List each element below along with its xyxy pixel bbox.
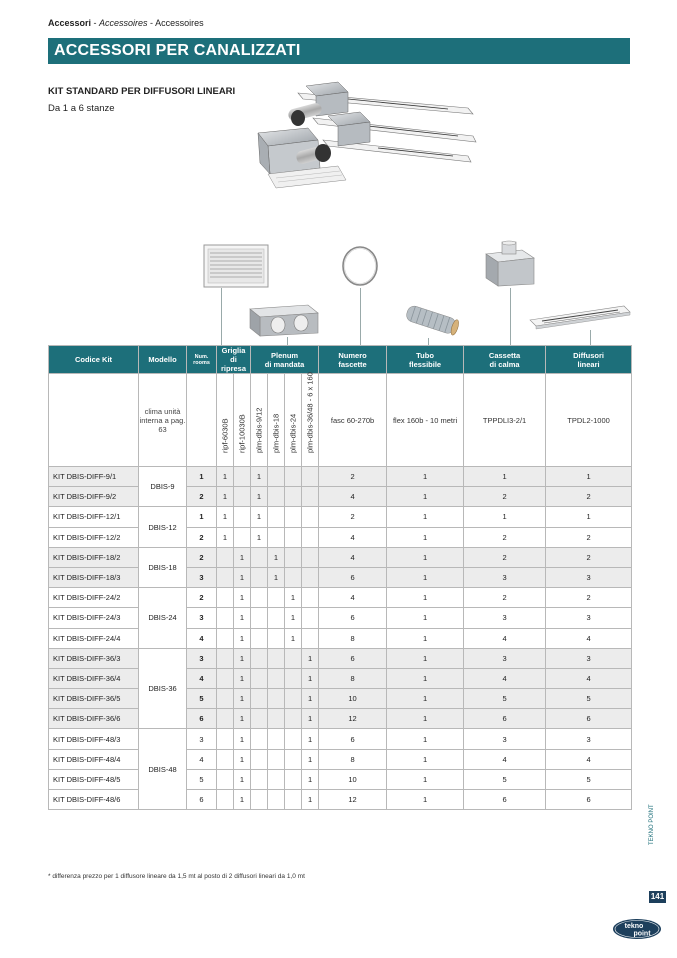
rp1-cell bbox=[217, 729, 234, 749]
header-codice: Codice Kit bbox=[49, 346, 139, 374]
cass-cell: 5 bbox=[464, 689, 546, 709]
table-row bbox=[49, 769, 632, 789]
rp2-cell: 1 bbox=[234, 608, 251, 628]
pl3-cell: 1 bbox=[285, 608, 302, 628]
table-row bbox=[49, 507, 632, 527]
model-cell: DBIS-48 bbox=[139, 729, 187, 810]
table-row bbox=[49, 648, 632, 668]
kit-code-cell: KIT DBIS-DIFF-24/2 bbox=[49, 588, 139, 608]
pl4-cell: 1 bbox=[302, 668, 319, 688]
rooms-cell: 3 bbox=[187, 608, 217, 628]
breadcrumb bbox=[48, 18, 204, 28]
tubo-cell: 1 bbox=[387, 487, 464, 507]
header-diffusori-line1: Diffusori bbox=[573, 350, 604, 360]
rp2-cell bbox=[234, 467, 251, 487]
rp2-cell bbox=[234, 507, 251, 527]
pl2-cell bbox=[268, 487, 285, 507]
rooms-cell: 4 bbox=[187, 668, 217, 688]
pl1-cell bbox=[251, 709, 268, 729]
tubo-cell: 1 bbox=[387, 467, 464, 487]
pl2-cell bbox=[268, 729, 285, 749]
pl2-cell bbox=[268, 668, 285, 688]
header-griglia-line1: Griglia bbox=[221, 346, 246, 355]
kit-code-cell: KIT DBIS-DIFF-36/5 bbox=[49, 689, 139, 709]
pl1-cell bbox=[251, 668, 268, 688]
model-cell: DBIS-36 bbox=[139, 648, 187, 729]
pl4-cell: 1 bbox=[302, 769, 319, 789]
pl3-cell bbox=[285, 487, 302, 507]
rp1-cell bbox=[217, 749, 234, 769]
rp2-cell: 1 bbox=[234, 769, 251, 789]
rp2-cell: 1 bbox=[234, 567, 251, 587]
fasc-cell: 6 bbox=[319, 648, 387, 668]
pl1-cell bbox=[251, 729, 268, 749]
pl1-cell: 1 bbox=[251, 487, 268, 507]
rooms-cell: 3 bbox=[187, 648, 217, 668]
model-cell: DBIS-18 bbox=[139, 547, 187, 587]
pl3-cell bbox=[285, 769, 302, 789]
diff-cell: 3 bbox=[546, 608, 632, 628]
leader-line-duct bbox=[428, 338, 429, 345]
cass-cell: 3 bbox=[464, 608, 546, 628]
pl3-cell bbox=[285, 527, 302, 547]
rp1-cell bbox=[217, 608, 234, 628]
return-grille-icon bbox=[203, 244, 269, 288]
fasc-cell: 12 bbox=[319, 790, 387, 810]
rp1-cell: 1 bbox=[217, 507, 234, 527]
diff-cell: 6 bbox=[546, 790, 632, 810]
kit-code-cell: KIT DBIS-DIFF-48/3 bbox=[49, 729, 139, 749]
fasc-cell: 4 bbox=[319, 588, 387, 608]
diff-cell: 1 bbox=[546, 467, 632, 487]
table-row bbox=[49, 790, 632, 810]
diff-cell: 2 bbox=[546, 487, 632, 507]
subheader-cass: TPPDLI3-2/1 bbox=[464, 374, 546, 467]
subheader-pl3: plm-dbis-24 bbox=[288, 413, 298, 453]
tubo-cell: 1 bbox=[387, 790, 464, 810]
table-row bbox=[49, 668, 632, 688]
pl3-cell: 1 bbox=[285, 628, 302, 648]
table-row bbox=[49, 608, 632, 628]
fasc-cell: 12 bbox=[319, 709, 387, 729]
diff-cell: 4 bbox=[546, 749, 632, 769]
rp2-cell: 1 bbox=[234, 628, 251, 648]
plenum-box-icon bbox=[482, 240, 538, 288]
tubo-cell: 1 bbox=[387, 689, 464, 709]
pl3-cell bbox=[285, 689, 302, 709]
fasc-cell: 8 bbox=[319, 749, 387, 769]
rp1-cell bbox=[217, 588, 234, 608]
cass-cell: 2 bbox=[464, 547, 546, 567]
rooms-cell: 3 bbox=[187, 567, 217, 587]
cass-cell: 4 bbox=[464, 749, 546, 769]
rooms-cell: 4 bbox=[187, 628, 217, 648]
rooms-cell: 2 bbox=[187, 527, 217, 547]
header-diffusori bbox=[546, 346, 632, 374]
kit-table bbox=[48, 345, 632, 810]
table-row bbox=[49, 689, 632, 709]
subheader-flex: flex 160b - 10 metri bbox=[387, 374, 464, 467]
fasc-cell: 4 bbox=[319, 527, 387, 547]
cass-cell: 1 bbox=[464, 507, 546, 527]
pl3-cell bbox=[285, 547, 302, 567]
leader-line-grille bbox=[221, 288, 222, 345]
rooms-cell: 2 bbox=[187, 588, 217, 608]
pl4-cell bbox=[302, 628, 319, 648]
kit-code-cell: KIT DBIS-DIFF-9/1 bbox=[49, 467, 139, 487]
kit-code-cell: KIT DBIS-DIFF-24/3 bbox=[49, 608, 139, 628]
rp1-cell bbox=[217, 668, 234, 688]
kit-assembly-illustration bbox=[228, 78, 478, 203]
subheader-pl1: plm-dbis-9/12 bbox=[254, 407, 264, 453]
pl2-cell bbox=[268, 628, 285, 648]
pl3-cell bbox=[285, 668, 302, 688]
tubo-cell: 1 bbox=[387, 588, 464, 608]
rooms-cell: 1 bbox=[187, 467, 217, 487]
subheader-pl4-cell bbox=[302, 374, 319, 467]
fasc-cell: 6 bbox=[319, 608, 387, 628]
pl2-cell: 1 bbox=[268, 547, 285, 567]
pl1-cell bbox=[251, 628, 268, 648]
table-row bbox=[49, 749, 632, 769]
leader-line-diffuser bbox=[590, 330, 591, 345]
tubo-cell: 1 bbox=[387, 628, 464, 648]
breadcrumb-part-3: Accessoires bbox=[155, 18, 204, 28]
pl4-cell: 1 bbox=[302, 729, 319, 749]
subheader-pl1-cell bbox=[251, 374, 268, 467]
tubo-cell: 1 bbox=[387, 668, 464, 688]
rp1-cell bbox=[217, 567, 234, 587]
pl4-cell bbox=[302, 608, 319, 628]
pl3-cell bbox=[285, 648, 302, 668]
page-title: ACCESSORI PER CANALIZZATI bbox=[48, 38, 630, 64]
header-modello: Modello bbox=[139, 346, 187, 374]
header-numero-line2: fascette bbox=[338, 359, 367, 369]
side-brand-text: TEKNO POINT bbox=[649, 804, 655, 845]
flexible-duct-icon bbox=[402, 302, 462, 338]
pl3-cell bbox=[285, 567, 302, 587]
rp1-cell bbox=[217, 648, 234, 668]
rp2-cell bbox=[234, 527, 251, 547]
pl4-cell: 1 bbox=[302, 709, 319, 729]
table-row bbox=[49, 567, 632, 587]
cass-cell: 6 bbox=[464, 709, 546, 729]
footnote: * differenza prezzo per 1 diffusore lineare da 1,5 mt al posto di 2 diffusori lineari da 1,0 mt bbox=[48, 873, 305, 880]
pl2-cell bbox=[268, 749, 285, 769]
subheader-fasc: fasc 60-270b bbox=[319, 374, 387, 467]
rp1-cell bbox=[217, 790, 234, 810]
tubo-cell: 1 bbox=[387, 567, 464, 587]
fasc-cell: 10 bbox=[319, 689, 387, 709]
cass-cell: 1 bbox=[464, 467, 546, 487]
diff-cell: 5 bbox=[546, 689, 632, 709]
rooms-cell: 2 bbox=[187, 487, 217, 507]
cass-cell: 4 bbox=[464, 668, 546, 688]
rp1-cell bbox=[217, 628, 234, 648]
rooms-cell: 2 bbox=[187, 547, 217, 567]
fasc-cell: 6 bbox=[319, 567, 387, 587]
tubo-cell: 1 bbox=[387, 527, 464, 547]
diff-cell: 4 bbox=[546, 668, 632, 688]
cass-cell: 3 bbox=[464, 729, 546, 749]
kit-code-cell: KIT DBIS-DIFF-48/4 bbox=[49, 749, 139, 769]
rp2-cell: 1 bbox=[234, 588, 251, 608]
subheader-pl3-cell bbox=[285, 374, 302, 467]
table-row bbox=[49, 527, 632, 547]
rp2-cell: 1 bbox=[234, 668, 251, 688]
diff-cell: 3 bbox=[546, 648, 632, 668]
rp2-cell: 1 bbox=[234, 749, 251, 769]
pl1-cell bbox=[251, 608, 268, 628]
rp1-cell bbox=[217, 689, 234, 709]
subheader-empty-code bbox=[49, 374, 139, 467]
clamp-ring-icon bbox=[340, 244, 380, 288]
fasc-cell: 6 bbox=[319, 729, 387, 749]
pl4-cell bbox=[302, 527, 319, 547]
pl1-cell bbox=[251, 769, 268, 789]
header-num-rooms: Num. rooms bbox=[187, 346, 217, 374]
linear-diffuser-icon bbox=[528, 302, 632, 336]
tubo-cell: 1 bbox=[387, 709, 464, 729]
tubo-cell: 1 bbox=[387, 507, 464, 527]
header-row bbox=[49, 346, 632, 374]
subheader-clima: clima unità interna a pag. 63 bbox=[139, 374, 187, 467]
rp1-cell bbox=[217, 547, 234, 567]
pl3-cell bbox=[285, 467, 302, 487]
pl1-cell bbox=[251, 547, 268, 567]
breadcrumb-part-2: Accessoires bbox=[99, 18, 148, 28]
pl4-cell: 1 bbox=[302, 790, 319, 810]
pl4-cell: 1 bbox=[302, 648, 319, 668]
pl2-cell bbox=[268, 467, 285, 487]
fasc-cell: 8 bbox=[319, 628, 387, 648]
rp1-cell: 1 bbox=[217, 487, 234, 507]
rooms-cell: 1 bbox=[187, 507, 217, 527]
cass-cell: 5 bbox=[464, 769, 546, 789]
pl1-cell bbox=[251, 689, 268, 709]
section-title: KIT STANDARD PER DIFFUSORI LINEARI bbox=[48, 86, 236, 97]
kit-code-cell: KIT DBIS-DIFF-36/4 bbox=[49, 668, 139, 688]
diff-cell: 1 bbox=[546, 507, 632, 527]
header-cassetta-line1: Cassetta bbox=[488, 350, 521, 360]
rp2-cell bbox=[234, 487, 251, 507]
section-subtitle: Da 1 a 6 stanze bbox=[48, 103, 115, 114]
rooms-cell: 3 bbox=[187, 729, 217, 749]
cass-cell: 3 bbox=[464, 648, 546, 668]
rooms-cell: 5 bbox=[187, 769, 217, 789]
pl3-cell bbox=[285, 507, 302, 527]
table-row bbox=[49, 588, 632, 608]
kit-code-cell: KIT DBIS-DIFF-36/3 bbox=[49, 648, 139, 668]
diff-cell: 3 bbox=[546, 567, 632, 587]
tekno-point-logo bbox=[612, 918, 662, 940]
pl2-cell bbox=[268, 790, 285, 810]
pl4-cell bbox=[302, 588, 319, 608]
table-row bbox=[49, 628, 632, 648]
pl1-cell: 1 bbox=[251, 527, 268, 547]
pl3-cell: 1 bbox=[285, 588, 302, 608]
kit-code-cell: KIT DBIS-DIFF-24/4 bbox=[49, 628, 139, 648]
header-tubo bbox=[387, 346, 464, 374]
breadcrumb-part-1: Accessori bbox=[48, 18, 92, 28]
diff-cell: 5 bbox=[546, 769, 632, 789]
tubo-cell: 1 bbox=[387, 769, 464, 789]
pl1-cell bbox=[251, 588, 268, 608]
tubo-cell: 1 bbox=[387, 729, 464, 749]
pl2-cell bbox=[268, 608, 285, 628]
rp2-cell: 1 bbox=[234, 729, 251, 749]
kit-code-cell: KIT DBIS-DIFF-48/5 bbox=[49, 769, 139, 789]
fasc-cell: 10 bbox=[319, 769, 387, 789]
logo-line-2: point bbox=[633, 930, 651, 938]
kit-code-cell: KIT DBIS-DIFF-18/3 bbox=[49, 567, 139, 587]
rp1-cell bbox=[217, 709, 234, 729]
tubo-cell: 1 bbox=[387, 648, 464, 668]
cass-cell: 6 bbox=[464, 790, 546, 810]
subheader-pl2-cell bbox=[268, 374, 285, 467]
pl2-cell: 1 bbox=[268, 567, 285, 587]
diff-cell: 6 bbox=[546, 709, 632, 729]
model-cell: DBIS-24 bbox=[139, 588, 187, 649]
pl4-cell: 1 bbox=[302, 689, 319, 709]
fasc-cell: 8 bbox=[319, 668, 387, 688]
kit-code-cell: KIT DBIS-DIFF-9/2 bbox=[49, 487, 139, 507]
fasc-cell: 2 bbox=[319, 507, 387, 527]
page-number: 141 bbox=[650, 892, 665, 901]
subheader-rp2: ripf-10030B bbox=[237, 414, 247, 453]
pl2-cell bbox=[268, 689, 285, 709]
diff-cell: 3 bbox=[546, 729, 632, 749]
rp2-cell: 1 bbox=[234, 689, 251, 709]
model-cell: DBIS-12 bbox=[139, 507, 187, 547]
header-numero-line1: Numero bbox=[338, 350, 367, 360]
leader-line-box bbox=[510, 288, 511, 345]
pl4-cell bbox=[302, 487, 319, 507]
kit-code-cell: KIT DBIS-DIFF-12/1 bbox=[49, 507, 139, 527]
cass-cell: 3 bbox=[464, 567, 546, 587]
rp1-cell bbox=[217, 769, 234, 789]
table-row bbox=[49, 487, 632, 507]
pl2-cell bbox=[268, 709, 285, 729]
pl4-cell bbox=[302, 467, 319, 487]
breadcrumb-sep-1: - bbox=[91, 18, 100, 28]
header-plenum-line1: Plenum bbox=[270, 350, 299, 360]
table-row bbox=[49, 467, 632, 487]
rp1-cell: 1 bbox=[217, 467, 234, 487]
kit-code-cell: KIT DBIS-DIFF-12/2 bbox=[49, 527, 139, 547]
pl1-cell bbox=[251, 567, 268, 587]
header-tubo-line1: Tubo bbox=[416, 350, 434, 360]
header-tubo-line2: flessibile bbox=[408, 359, 442, 369]
pl4-cell bbox=[302, 547, 319, 567]
pl3-cell bbox=[285, 749, 302, 769]
pl2-cell bbox=[268, 648, 285, 668]
subheader-pl4: plm-dbis-36/48 - 6 x 160 bbox=[305, 372, 315, 453]
rp2-cell: 1 bbox=[234, 648, 251, 668]
pl4-cell: 1 bbox=[302, 749, 319, 769]
header-griglia bbox=[217, 346, 251, 374]
pl2-cell bbox=[268, 588, 285, 608]
pl4-cell bbox=[302, 507, 319, 527]
diff-cell: 4 bbox=[546, 628, 632, 648]
cass-cell: 2 bbox=[464, 588, 546, 608]
cass-cell: 2 bbox=[464, 487, 546, 507]
subheader-pl2: plm-dbis-18 bbox=[271, 413, 281, 453]
pl1-cell: 1 bbox=[251, 507, 268, 527]
leader-line-clamp bbox=[360, 288, 361, 345]
header-cassetta bbox=[464, 346, 546, 374]
cass-cell: 4 bbox=[464, 628, 546, 648]
fasc-cell: 2 bbox=[319, 467, 387, 487]
diff-cell: 2 bbox=[546, 588, 632, 608]
rooms-cell: 6 bbox=[187, 790, 217, 810]
header-diffusori-line2: lineari bbox=[577, 359, 600, 369]
fasc-cell: 4 bbox=[319, 547, 387, 567]
diff-cell: 2 bbox=[546, 547, 632, 567]
pl1-cell bbox=[251, 648, 268, 668]
tubo-cell: 1 bbox=[387, 547, 464, 567]
table-row bbox=[49, 547, 632, 567]
fasc-cell: 4 bbox=[319, 487, 387, 507]
rp2-cell: 1 bbox=[234, 547, 251, 567]
pl2-cell bbox=[268, 527, 285, 547]
header-plenum bbox=[251, 346, 319, 374]
pl1-cell: 1 bbox=[251, 467, 268, 487]
kit-code-cell: KIT DBIS-DIFF-36/6 bbox=[49, 709, 139, 729]
rp1-cell: 1 bbox=[217, 527, 234, 547]
kit-code-cell: KIT DBIS-DIFF-48/6 bbox=[49, 790, 139, 810]
subheader-row bbox=[49, 374, 632, 467]
pl2-cell bbox=[268, 769, 285, 789]
subheader-rp2-cell bbox=[234, 374, 251, 467]
logo-line-1: tekno bbox=[624, 923, 644, 930]
subheader-diff: TPDL2-1000 bbox=[546, 374, 632, 467]
leader-line-plenum bbox=[287, 337, 288, 345]
kit-table-body bbox=[49, 467, 632, 810]
rp2-cell: 1 bbox=[234, 790, 251, 810]
subheader-rp1-cell bbox=[217, 374, 234, 467]
pl3-cell bbox=[285, 729, 302, 749]
rp2-cell: 1 bbox=[234, 709, 251, 729]
pl3-cell bbox=[285, 790, 302, 810]
tubo-cell: 1 bbox=[387, 749, 464, 769]
header-cassetta-line2: di calma bbox=[489, 359, 520, 369]
cass-cell: 2 bbox=[464, 527, 546, 547]
diff-cell: 2 bbox=[546, 527, 632, 547]
pl1-cell bbox=[251, 749, 268, 769]
rooms-cell: 5 bbox=[187, 689, 217, 709]
pl4-cell bbox=[302, 567, 319, 587]
table-row bbox=[49, 729, 632, 749]
plenum-icon bbox=[246, 301, 322, 337]
header-plenum-line2: di mandata bbox=[264, 359, 305, 369]
pl2-cell bbox=[268, 507, 285, 527]
breadcrumb-sep-2: - bbox=[147, 18, 156, 28]
rooms-cell: 6 bbox=[187, 709, 217, 729]
kit-code-cell: KIT DBIS-DIFF-18/2 bbox=[49, 547, 139, 567]
model-cell: DBIS-9 bbox=[139, 467, 187, 507]
pl1-cell bbox=[251, 790, 268, 810]
pl3-cell bbox=[285, 709, 302, 729]
subheader-empty-rooms bbox=[187, 374, 217, 467]
header-griglia-line2: di ripresa bbox=[220, 355, 247, 373]
table-row bbox=[49, 709, 632, 729]
header-numero bbox=[319, 346, 387, 374]
rooms-cell: 4 bbox=[187, 749, 217, 769]
subheader-rp1: ripf-6030B bbox=[220, 418, 230, 453]
tubo-cell: 1 bbox=[387, 608, 464, 628]
